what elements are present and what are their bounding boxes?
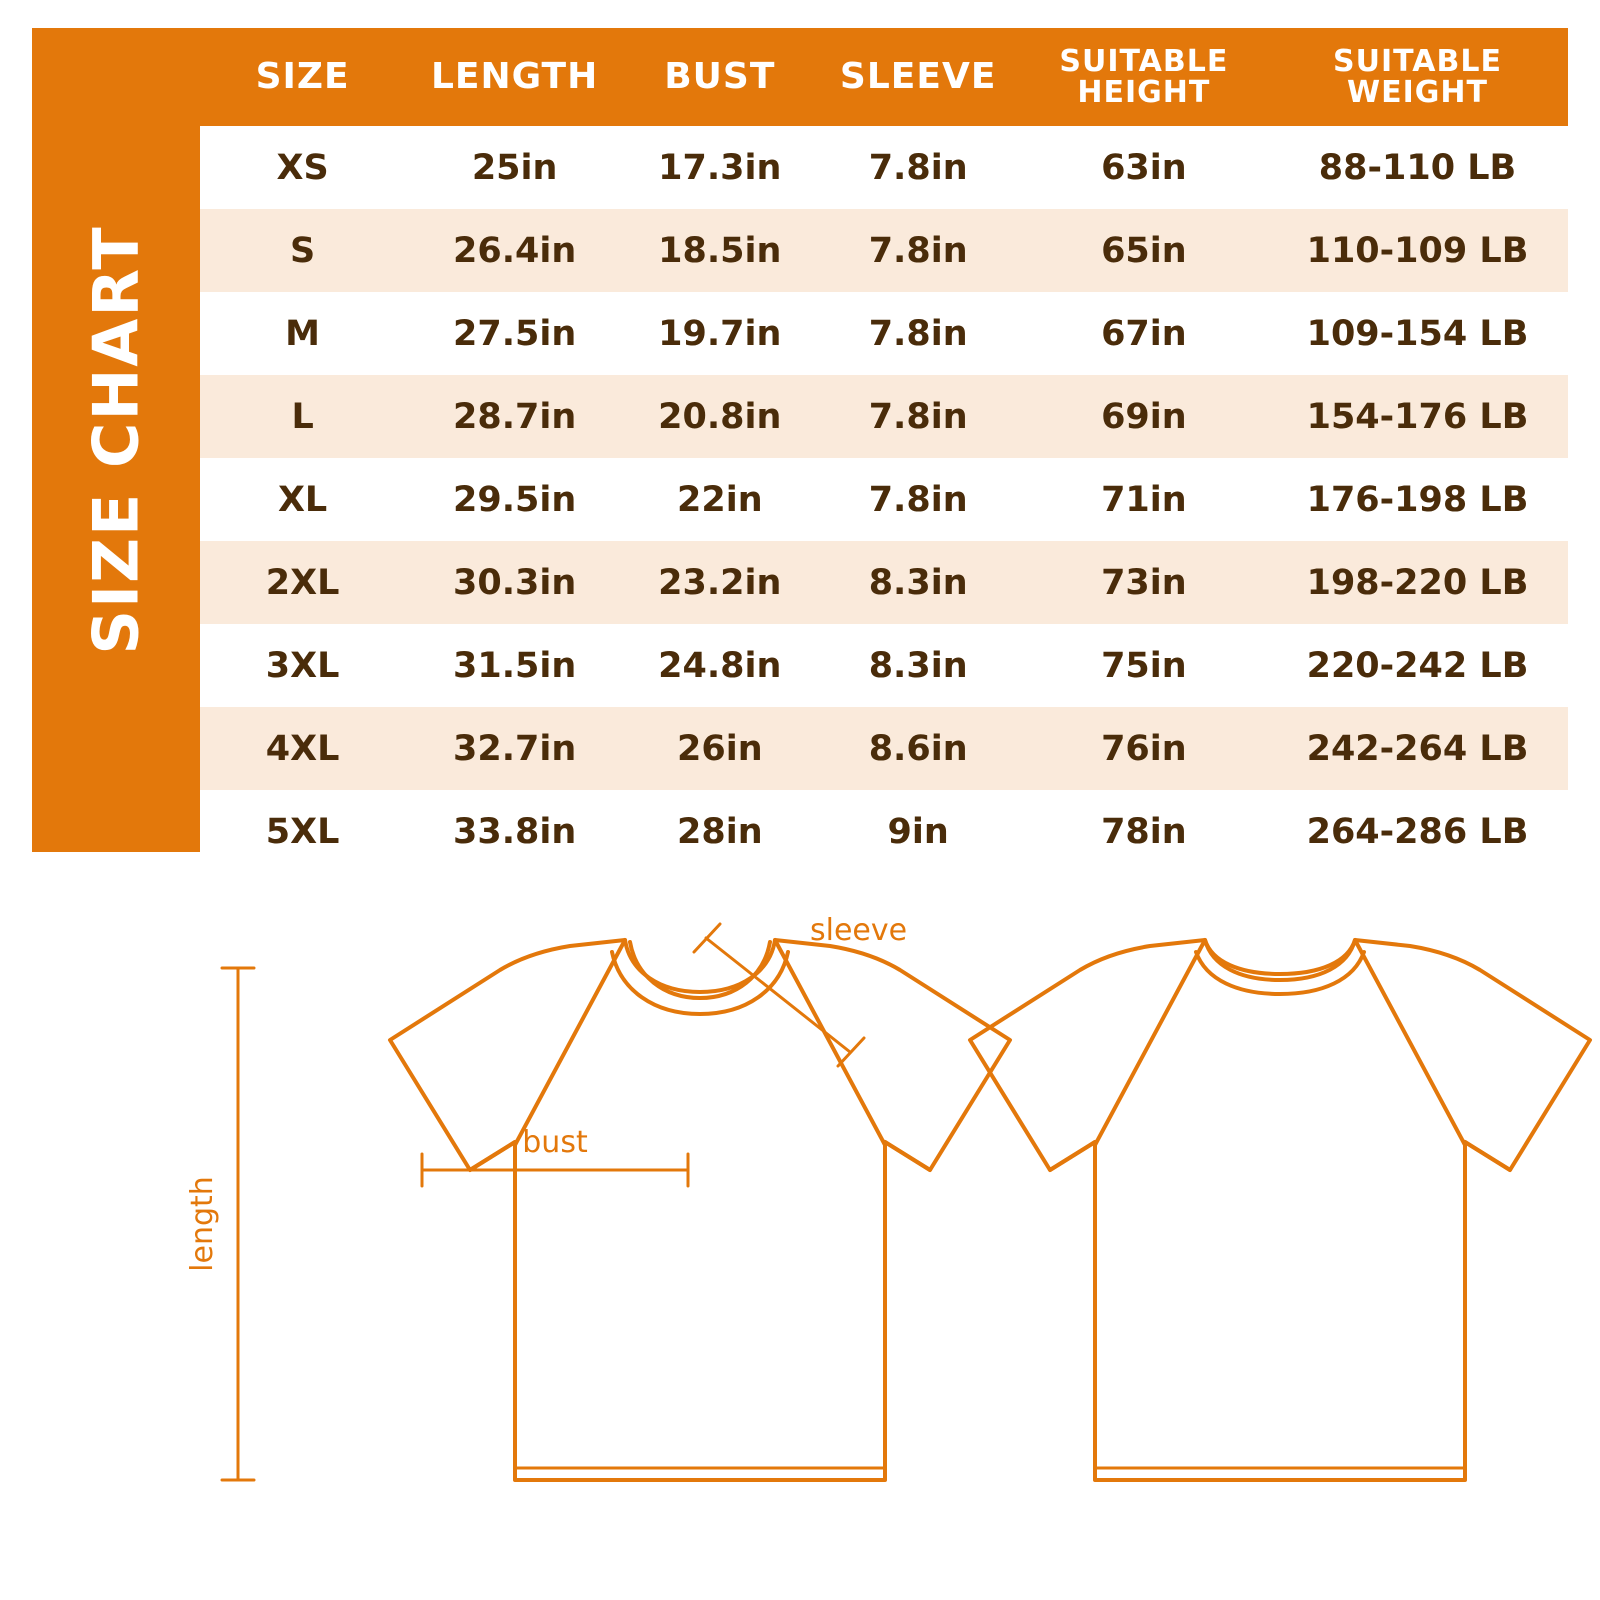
cell-sleeve: 7.8in bbox=[816, 375, 1021, 458]
column-header-sleeve: SLEEVE bbox=[816, 28, 1021, 126]
cell-size: M bbox=[200, 292, 405, 375]
cell-bust: 22in bbox=[624, 458, 816, 541]
column-header-size: SIZE bbox=[200, 28, 405, 126]
page-title: SIZE CHART bbox=[79, 225, 153, 655]
cell-size: 2XL bbox=[200, 541, 405, 624]
cell-height: 71in bbox=[1021, 458, 1267, 541]
cell-weight: 109-154 LB bbox=[1267, 292, 1568, 375]
cell-size: S bbox=[200, 209, 405, 292]
cell-bust: 19.7in bbox=[624, 292, 816, 375]
cell-size: XS bbox=[200, 126, 405, 209]
cell-size: 5XL bbox=[200, 790, 405, 873]
cell-height: 78in bbox=[1021, 790, 1267, 873]
cell-sleeve: 7.8in bbox=[816, 126, 1021, 209]
cell-weight: 110-109 LB bbox=[1267, 209, 1568, 292]
tshirt-front-outline bbox=[390, 940, 1010, 1480]
measurement-diagram bbox=[0, 880, 1600, 1580]
cell-height: 76in bbox=[1021, 707, 1267, 790]
size-chart-title-bar bbox=[32, 28, 200, 852]
cell-length: 33.8in bbox=[405, 790, 624, 873]
table-header-row bbox=[200, 28, 1568, 126]
cell-length: 32.7in bbox=[405, 707, 624, 790]
cell-weight: 220-242 LB bbox=[1267, 624, 1568, 707]
cell-height: 75in bbox=[1021, 624, 1267, 707]
column-header-suitable-height bbox=[1021, 28, 1267, 126]
cell-weight: 88-110 LB bbox=[1267, 126, 1568, 209]
table-row bbox=[200, 707, 1568, 790]
cell-bust: 28in bbox=[624, 790, 816, 873]
cell-length: 27.5in bbox=[405, 292, 624, 375]
cell-height: 63in bbox=[1021, 126, 1267, 209]
cell-sleeve: 8.3in bbox=[816, 541, 1021, 624]
size-chart-panel bbox=[32, 28, 1568, 852]
cell-height: 69in bbox=[1021, 375, 1267, 458]
cell-size: XL bbox=[200, 458, 405, 541]
length-dimension-line bbox=[222, 968, 254, 1480]
column-header-bust: BUST bbox=[624, 28, 816, 126]
size-table bbox=[200, 28, 1568, 873]
cell-bust: 18.5in bbox=[624, 209, 816, 292]
column-header-suitable-weight-line1: SUITABLE bbox=[1333, 43, 1502, 79]
tshirt-back-outline bbox=[970, 940, 1590, 1480]
cell-bust: 17.3in bbox=[624, 126, 816, 209]
cell-size: 3XL bbox=[200, 624, 405, 707]
cell-bust: 20.8in bbox=[624, 375, 816, 458]
cell-sleeve: 8.3in bbox=[816, 624, 1021, 707]
cell-height: 73in bbox=[1021, 541, 1267, 624]
sleeve-label: sleeve bbox=[810, 913, 908, 948]
column-header-suitable-height-line2: HEIGHT bbox=[1077, 75, 1211, 110]
bust-label: bust bbox=[522, 1125, 588, 1160]
cell-weight: 154-176 LB bbox=[1267, 375, 1568, 458]
cell-size: L bbox=[200, 375, 405, 458]
cell-length: 26.4in bbox=[405, 209, 624, 292]
column-header-suitable-weight bbox=[1267, 28, 1568, 126]
size-table-body bbox=[200, 126, 1568, 873]
cell-weight: 264-286 LB bbox=[1267, 790, 1568, 873]
cell-height: 65in bbox=[1021, 209, 1267, 292]
table-row bbox=[200, 209, 1568, 292]
cell-height: 67in bbox=[1021, 292, 1267, 375]
cell-weight: 242-264 LB bbox=[1267, 707, 1568, 790]
cell-sleeve: 9in bbox=[816, 790, 1021, 873]
cell-length: 29.5in bbox=[405, 458, 624, 541]
cell-sleeve: 7.8in bbox=[816, 209, 1021, 292]
cell-bust: 23.2in bbox=[624, 541, 816, 624]
cell-bust: 26in bbox=[624, 707, 816, 790]
cell-weight: 198-220 LB bbox=[1267, 541, 1568, 624]
cell-bust: 24.8in bbox=[624, 624, 816, 707]
cell-size: 4XL bbox=[200, 707, 405, 790]
table-row bbox=[200, 375, 1568, 458]
table-row bbox=[200, 458, 1568, 541]
column-header-suitable-weight-line2: WEIGHT bbox=[1347, 75, 1488, 110]
table-row bbox=[200, 126, 1568, 209]
cell-length: 25in bbox=[405, 126, 624, 209]
cell-weight: 176-198 LB bbox=[1267, 458, 1568, 541]
table-row bbox=[200, 292, 1568, 375]
cell-sleeve: 7.8in bbox=[816, 458, 1021, 541]
cell-length: 28.7in bbox=[405, 375, 624, 458]
table-row bbox=[200, 541, 1568, 624]
cell-length: 30.3in bbox=[405, 541, 624, 624]
column-header-suitable-height-line1: SUITABLE bbox=[1059, 43, 1229, 79]
size-table-area bbox=[200, 28, 1568, 852]
cell-sleeve: 8.6in bbox=[816, 707, 1021, 790]
table-row bbox=[200, 790, 1568, 873]
length-label: length bbox=[185, 1176, 220, 1272]
size-table-head bbox=[200, 28, 1568, 126]
cell-sleeve: 7.8in bbox=[816, 292, 1021, 375]
column-header-length: LENGTH bbox=[405, 28, 624, 126]
table-row bbox=[200, 624, 1568, 707]
cell-length: 31.5in bbox=[405, 624, 624, 707]
